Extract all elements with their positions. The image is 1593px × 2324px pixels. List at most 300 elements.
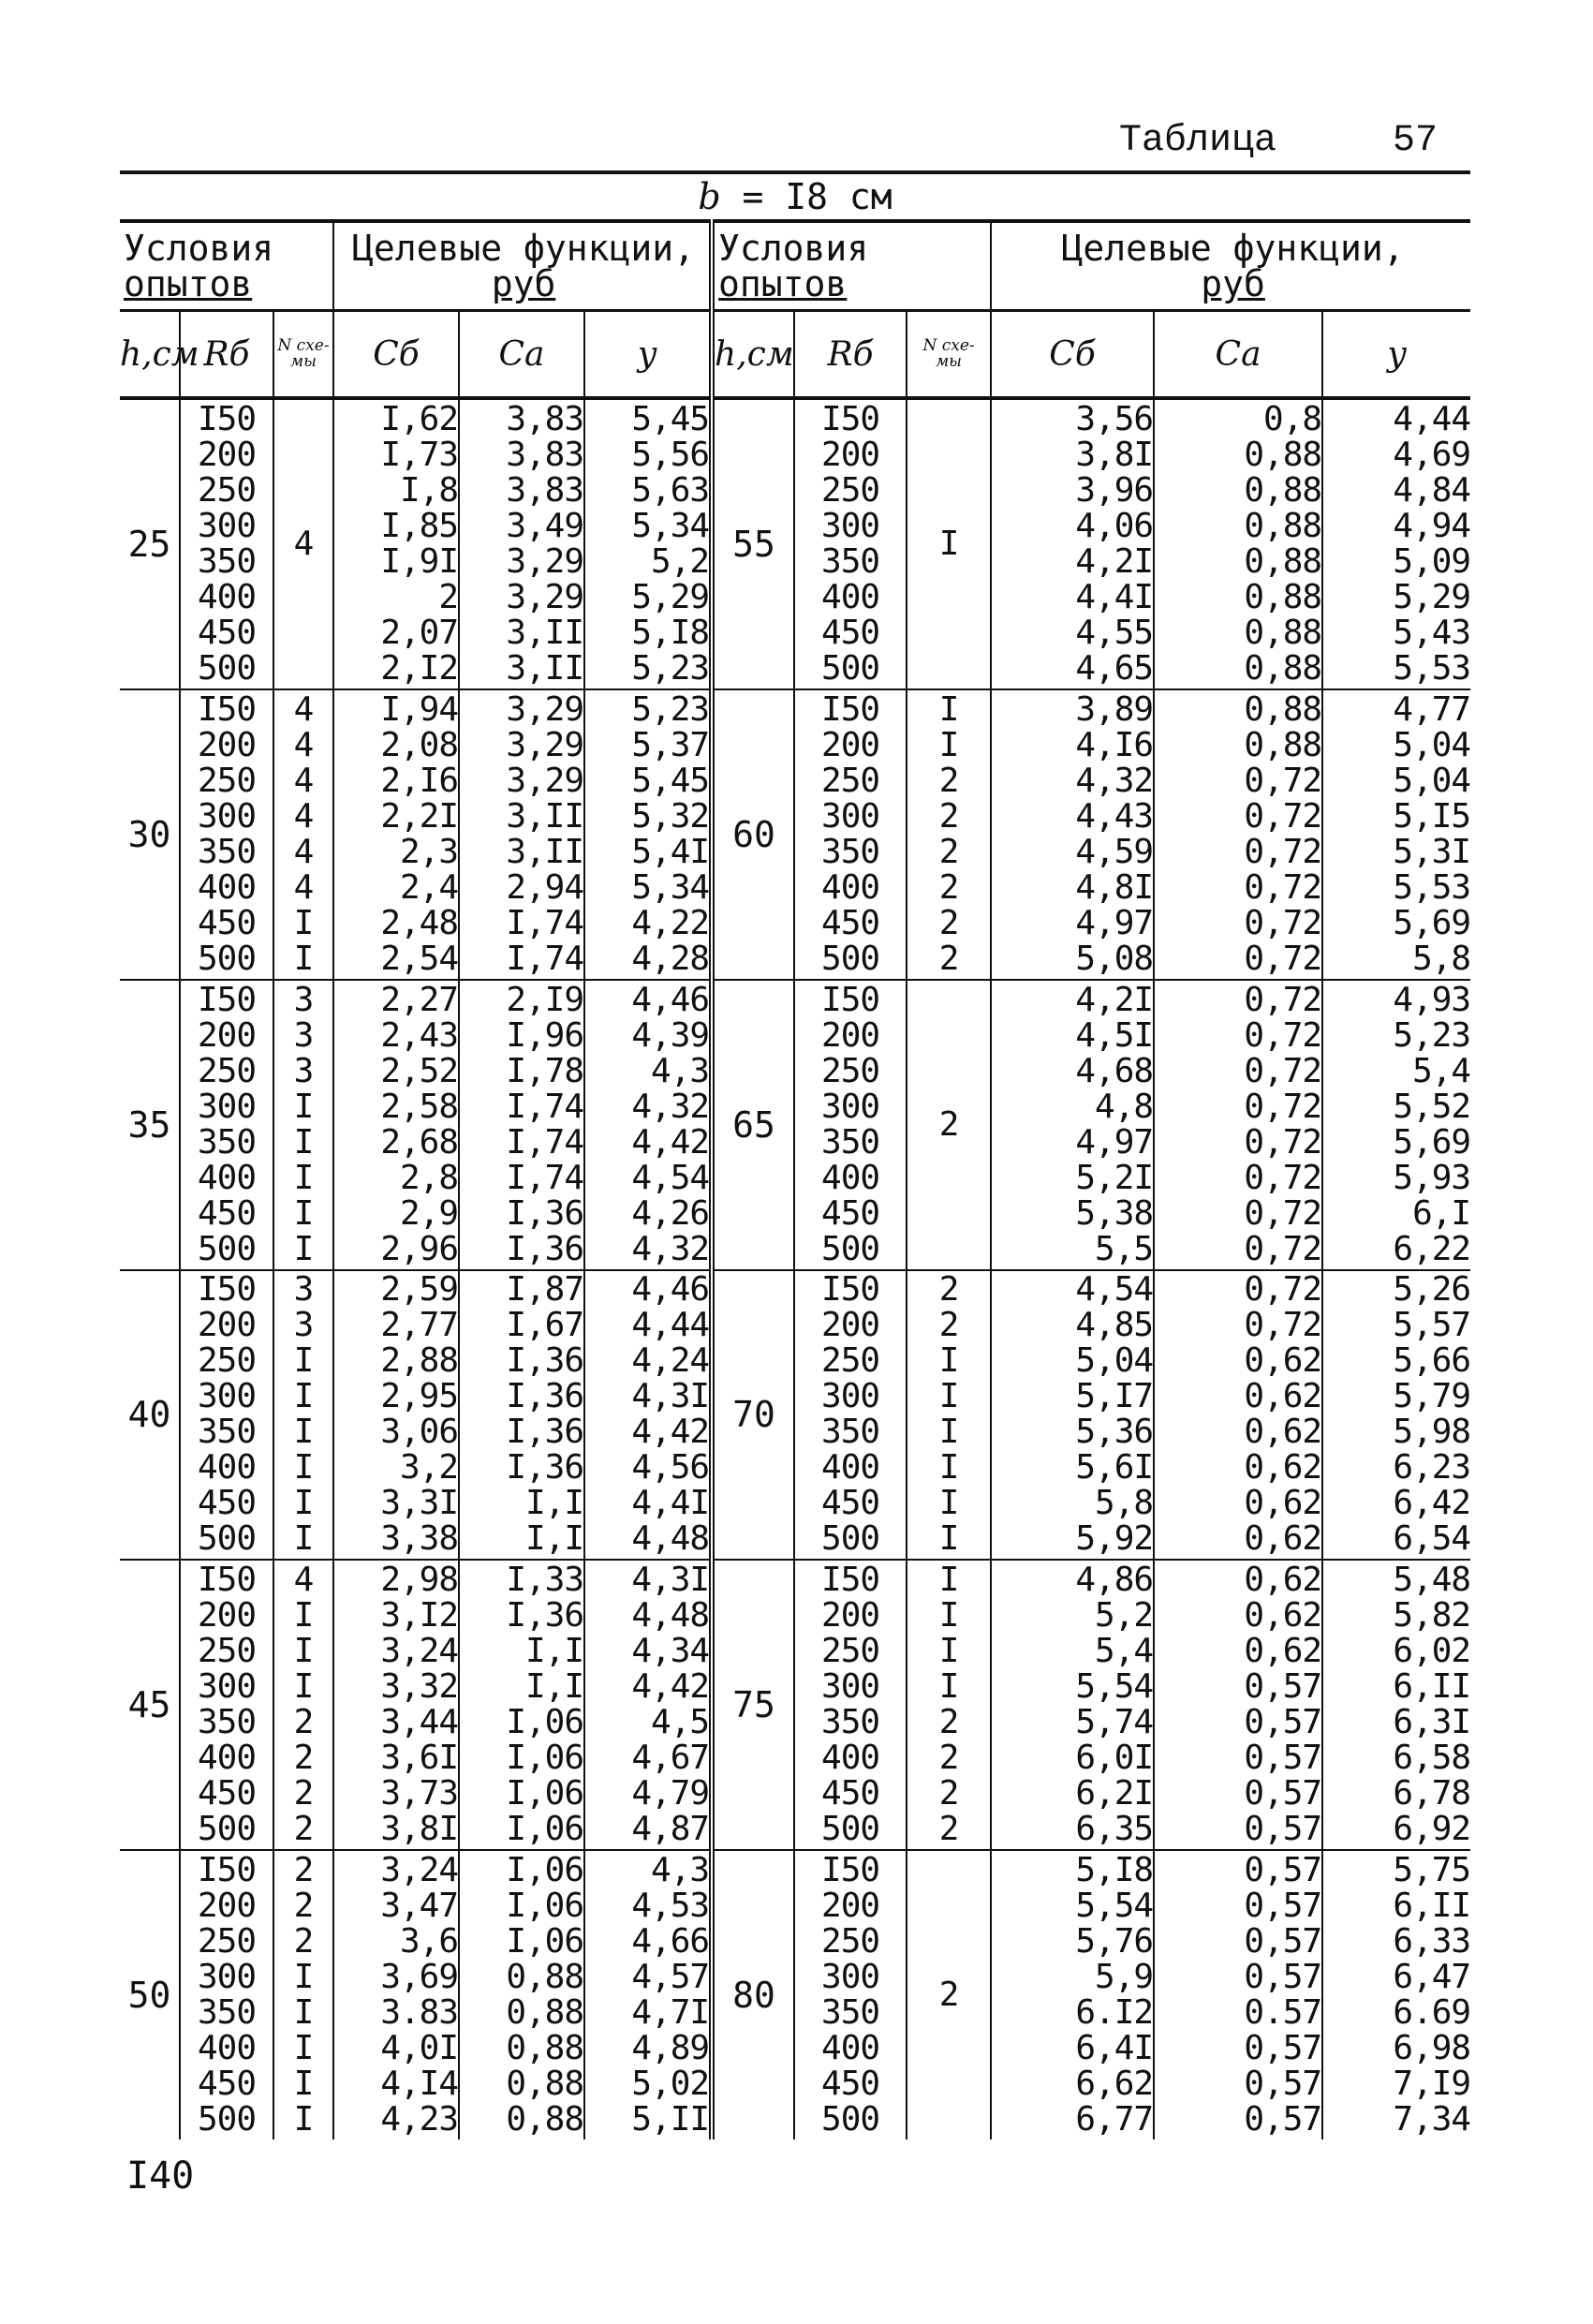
table-value: I,33 [506,1561,584,1600]
table-value: 4,42 [631,1413,710,1452]
value-stack [1155,1272,1321,1557]
table-value: 5,2 [651,541,710,581]
table-value: 2 [938,1270,959,1310]
table-value: 3,29 [506,541,584,581]
col-ca-right: Cа [1154,311,1322,399]
table-value: 3,I2 [380,1596,459,1636]
table-value: I,96 [506,1015,584,1055]
table-value: 4,3I [631,1561,710,1600]
table-value: I [293,1519,314,1559]
col-cb-left: Cб [333,311,459,399]
table-value: 4,32 [1075,761,1154,800]
r-values-left [180,980,273,1270]
table-value: 4,57 [631,1958,710,1997]
table-value: 300 [197,506,257,545]
table-value: 3,06 [380,1413,459,1452]
value-stack [334,689,459,978]
table-value: 3,29 [506,725,584,764]
cb-values-right [991,1270,1154,1561]
table-value: 200 [197,725,257,764]
table-value: 2,98 [380,1561,459,1600]
table-value: 0,72 [1244,939,1322,978]
value-stack [585,1562,709,1847]
table-value: 0,57 [1244,1922,1322,1961]
table-value: 500 [197,1519,257,1559]
table-value: I [293,1596,314,1636]
table-value: I50 [197,1561,257,1600]
table-value: I,36 [506,1413,584,1452]
value-stack [992,980,1154,1268]
r-values-right [794,398,907,689]
table-value: 5,3I [1393,832,1471,871]
table-value: 200 [197,435,257,474]
table-value: I [293,903,314,942]
table-value: 2 [293,1703,314,1742]
value-stack [181,980,273,1268]
table-value: 4,28 [631,939,710,978]
table-value: 0.57 [1244,1993,1322,2033]
table-value: 2,8 [399,1158,459,1197]
table-value: 4,22 [631,903,710,942]
table-value: 4,39 [631,1015,710,1055]
table-value: 5,48 [1393,1561,1471,1600]
h-value-left: 40 [120,1270,180,1561]
table-value: 350 [821,1993,880,2033]
table-value: 4,94 [1393,506,1471,545]
table-value: I50 [821,1270,880,1310]
table-value: 6,35 [1075,1810,1154,1849]
table-value: 500 [821,1229,880,1268]
table-value: 3,8I [1075,435,1154,474]
table-value: 5,29 [1393,577,1471,616]
value-stack [1323,689,1471,978]
table-value: 400 [197,867,257,907]
table-value: I [938,1341,959,1381]
table-value: 6,98 [1393,2029,1471,2068]
table-value: I [938,524,959,563]
value-stack [181,689,273,978]
table-value: 4,54 [631,1158,710,1197]
table-value: 5,74 [1075,1703,1154,1742]
table-value: I [293,1341,314,1381]
table-value: 3,73 [380,1774,459,1813]
table-value: 350 [197,1122,257,1162]
table-value: 450 [197,1484,257,1523]
table-value: 2,48 [380,903,459,942]
table-value: 0,62 [1244,1484,1322,1523]
table-value: 4,97 [1075,903,1154,942]
col-r-left: Rб [180,311,273,399]
r-values-left [180,689,273,980]
table-value: 5,63 [631,470,710,510]
table-value: 4 [293,725,314,764]
table-value: 6,0I [1075,1739,1154,1778]
value-stack [585,1853,709,2138]
value-stack [1323,1562,1470,1847]
cb-values-right [991,1560,1154,1850]
table-value: 450 [197,2065,257,2104]
table-value: 2,95 [380,1377,459,1416]
table-value: I50 [197,1851,257,1890]
table-value: 6,3I [1393,1703,1471,1742]
table-value: 250 [821,470,880,510]
table-value: 0,57 [1244,1703,1322,1742]
table-value: I,8 [399,470,459,510]
table-value: 4,56 [631,1448,710,1488]
table-value: 5,45 [631,399,710,438]
table-value: I [293,1193,314,1233]
table-value: 5,57 [1393,1306,1471,1345]
table-value: 4 [293,689,314,729]
table-value: 5,I8 [1075,1851,1154,1890]
table-value: 5,34 [631,867,710,907]
table-value: I50 [197,689,257,729]
y-values-left [584,1560,712,1850]
heading-row-2 [120,311,1470,399]
r-values-right [794,980,907,1270]
table-value: 4,89 [631,2029,710,2068]
table-value: 2 [293,1739,314,1778]
table-value: 5,43 [1393,613,1471,652]
table-value: 500 [197,648,257,688]
table-value: I,74 [506,1122,584,1162]
table-value: 6,4I [1075,2029,1154,2068]
table-value: 0,62 [1244,1448,1322,1488]
table-value: 3,II [506,832,584,871]
table-value: 3,69 [380,1958,459,1997]
h-value-right: 70 [712,1270,794,1561]
table-value: I [293,939,314,978]
table-value: 4,2I [1075,541,1154,581]
table-value: 3,83 [506,470,584,510]
table-value: 4,8I [1075,867,1154,907]
table-value: I50 [821,1561,880,1600]
table-value: 3,56 [1075,399,1154,438]
value-stack [1155,689,1322,978]
table-value: 200 [197,1015,257,1055]
table-value: 5,98 [1393,1413,1471,1452]
table-value: I,06 [506,1739,584,1778]
table-value: 2,08 [380,725,459,764]
y-values-right [1322,1850,1470,2139]
table-value: 4,42 [631,1667,710,1707]
table-value: 2 [938,796,959,836]
scheme-values-left [273,980,333,1270]
table-value: 5,02 [631,2065,710,2104]
table-value: I50 [197,399,257,438]
h-value-left: 50 [127,1975,171,2017]
table-value: 4,0I [380,2029,459,2068]
col-y-left: y [584,311,712,399]
value-stack [585,399,710,688]
table-value: 5,6I [1075,1448,1154,1488]
table-value: I [938,1413,959,1452]
table-value: 4,67 [631,1739,710,1778]
y-values-right [1322,1270,1470,1561]
table-value: 2,88 [380,1341,459,1381]
table-value: I,94 [380,689,459,729]
cb-values-left [333,398,459,689]
table-value: 4,68 [1075,1051,1154,1090]
scheme-values-left [273,1850,333,2139]
table-value: 2,I9 [506,980,584,1019]
table-value: I [293,1377,314,1416]
table-value: 0,88 [506,2065,584,2104]
table-value: 3,32 [380,1667,459,1707]
table-value: 350 [197,832,257,871]
value-stack [1323,980,1471,1268]
h-value-left: 30 [120,689,180,980]
h-value-right: 75 [712,1560,794,1850]
value-stack [1155,399,1322,688]
table-value: 5,79 [1393,1377,1471,1416]
table-value: 450 [821,2065,880,2104]
table-value: I,36 [506,1229,584,1268]
table-value: I [293,1158,314,1197]
table-value: 0,72 [1244,1051,1322,1090]
value-stack [907,1272,990,1557]
table-value: I [938,1484,959,1523]
table-value: 5,08 [1075,939,1154,978]
cb-values-right [991,689,1154,980]
table-value: 3,3I [380,1484,459,1523]
value-stack [992,689,1154,978]
table-value: 4,5I [1075,1015,1154,1055]
table-value: 4,44 [631,1306,710,1345]
table-value: 4,85 [1075,1306,1154,1345]
table-value: 400 [821,577,880,616]
cb-values-left [333,980,459,1270]
table-value: 2,77 [380,1306,459,1345]
table-value: 250 [197,1341,257,1381]
col-y-right: y [1322,311,1470,399]
table-value: I,78 [506,1051,584,1090]
table-value: 400 [821,867,880,907]
table-value: 5,75 [1393,1851,1471,1890]
table-value: 5,69 [1393,903,1471,942]
table-value: 300 [821,1667,880,1707]
table-value: 6,I [1412,1193,1471,1233]
table-value: 400 [821,1158,880,1197]
table-value: 6,22 [1393,1229,1471,1268]
table-value: 2 [938,1976,959,2015]
table-value: 250 [197,1632,257,1671]
table-value: 2 [938,867,959,907]
value-stack [274,689,332,978]
b-symbol: b [698,176,721,217]
scheme-values-left [273,689,333,980]
table-value: 5,04 [1393,761,1471,800]
table-label: Таблица [1119,120,1277,162]
table-value: 0,57 [1244,1958,1322,1997]
table-value: 2 [293,1887,314,1926]
table-value: 400 [197,1739,257,1778]
table-row [120,1850,1470,2139]
table-value: 5,8 [1412,939,1471,978]
table-value: 6,02 [1393,1632,1471,1671]
table-value: 500 [821,1810,880,1849]
table-value: 6,47 [1393,1958,1471,1997]
table-value: 400 [197,2029,257,2068]
value-stack [795,980,906,1268]
table-value: 5,66 [1393,1341,1471,1381]
table-value: 4 [293,832,314,871]
table-value: 5,8 [1095,1484,1154,1523]
table-value: 5,2I [1075,1158,1154,1197]
table-value: 300 [197,1087,257,1126]
table-value: 0,62 [1244,1377,1322,1416]
table-value: 4,34 [631,1632,710,1671]
table-value: 0,72 [1244,1158,1322,1197]
table-value: 5,2 [1095,1596,1154,1636]
table-value: 3,29 [506,689,584,729]
table-value: 2 [938,1306,959,1345]
table-value: 5,53 [1393,648,1471,688]
value-stack [460,399,584,688]
table-value: 450 [197,613,257,652]
table-value: 0,88 [506,1993,584,2033]
table-value: 3,49 [506,506,584,545]
table-value: 4,3 [651,1851,710,1890]
table-value: 3,29 [506,577,584,616]
table-value: 0,72 [1244,1193,1322,1233]
table-value: 0,57 [1244,2065,1322,2104]
table-row [120,980,1470,1270]
col-ca-left: Cа [459,311,584,399]
table-value: 3,29 [506,761,584,800]
table-value: 200 [197,1306,257,1345]
r-values-right [794,1270,907,1561]
table-value: 350 [197,1703,257,1742]
table-value: 200 [821,435,880,474]
table-value: I [938,1667,959,1707]
table-value: 3,II [506,796,584,836]
table-value: 5,04 [1075,1341,1154,1381]
table-value: 4,77 [1393,689,1471,729]
table-value: 4,46 [631,1270,710,1310]
table-value: I,74 [506,1087,584,1126]
table-value: 4,3I [631,1377,710,1416]
table-value: 4,48 [631,1596,710,1636]
table-value: 2,43 [380,1015,459,1055]
table-value: 4,69 [1393,435,1471,474]
table-value: 0,88 [506,2100,584,2139]
table-value: 2,9 [399,1193,459,1233]
table-value: 500 [197,2100,257,2139]
table-value: 5,I8 [631,613,710,652]
table-value: I [293,1448,314,1488]
table-value: 0,57 [1244,1810,1322,1849]
table-value: 4,32 [631,1229,710,1268]
table-value: 2,4 [399,867,459,907]
table-value: 2 [938,1739,959,1778]
table-value: 5,38 [1075,1193,1154,1233]
table-value: 4,42 [631,1122,710,1162]
table-value: I [293,1413,314,1452]
table-value: 2,27 [380,980,459,1019]
table-value: 0,62 [1244,1596,1322,1636]
value-stack [1323,1272,1470,1557]
table-value: 5,56 [631,435,710,474]
table-value: 450 [197,1193,257,1233]
table-value: 7,I9 [1393,2065,1471,2104]
table-value: 500 [197,939,257,978]
table-value: 2 [938,1810,959,1849]
table-value: I,I [524,1519,584,1559]
value-stack [907,689,990,978]
table-value: 250 [197,761,257,800]
table-value: 4,2I [1075,980,1154,1019]
table-value: I,06 [506,1774,584,1813]
table-value: 2 [293,1810,314,1849]
table-value: I,67 [506,1306,584,1345]
table-value: 2,I6 [380,761,459,800]
table-value: 3,83 [506,399,584,438]
table-value: 4,4I [1075,577,1154,616]
table-value: 4,24 [631,1341,710,1381]
table-value: 0,72 [1244,1122,1322,1162]
table-value: 400 [197,577,257,616]
value-stack [460,1272,583,1557]
table-value: 0,88 [1244,725,1322,764]
table-value: 450 [197,903,257,942]
table-value: I,36 [506,1193,584,1233]
table-value: 4 [293,761,314,800]
table-value: 4,53 [631,1887,710,1926]
table-value: 5,34 [631,506,710,545]
table-value: 2 [438,577,459,616]
table-value: 6,II [1393,1887,1471,1926]
table-value: 250 [821,761,880,800]
table-value: I,06 [506,1703,584,1742]
value-stack [1323,1853,1470,2138]
table-value: 3 [293,1051,314,1090]
table-value: I [938,1519,959,1559]
table-value: 500 [821,939,880,978]
table-value: 0,88 [1244,506,1322,545]
table-value: I50 [821,689,880,729]
scheme-values-right [907,398,991,689]
value-stack [992,1853,1153,2138]
table-value: 4,59 [1075,832,1154,871]
r-values-left [180,398,273,689]
table-value: 400 [821,1448,880,1488]
value-stack [334,1853,458,2138]
table-value: 2,58 [380,1087,459,1126]
table-value: 300 [197,1958,257,1997]
table-value: 2,I2 [380,648,459,688]
ca-values-right [1154,980,1322,1270]
table-value: 3,6 [399,1922,459,1961]
table-value: 450 [821,903,880,942]
table-value: 3,2 [399,1448,459,1488]
value-stack [181,1272,273,1557]
table-value: 450 [821,1193,880,1233]
table-value: I [293,1229,314,1268]
table-value: 3,47 [380,1887,459,1926]
h-value-right: 80 [712,1850,794,2139]
table-value: 300 [197,1377,257,1416]
table-value: 5,4 [1412,1051,1471,1090]
table-value: I,85 [380,506,459,545]
table-value: 6.69 [1393,1993,1471,2033]
table-value: 0,88 [506,1958,584,1997]
width-condition [120,174,1470,219]
value-stack [907,526,990,562]
table-row [120,1270,1470,1561]
table-value: 5,5 [1095,1229,1154,1268]
table-value: 4 [293,796,314,836]
